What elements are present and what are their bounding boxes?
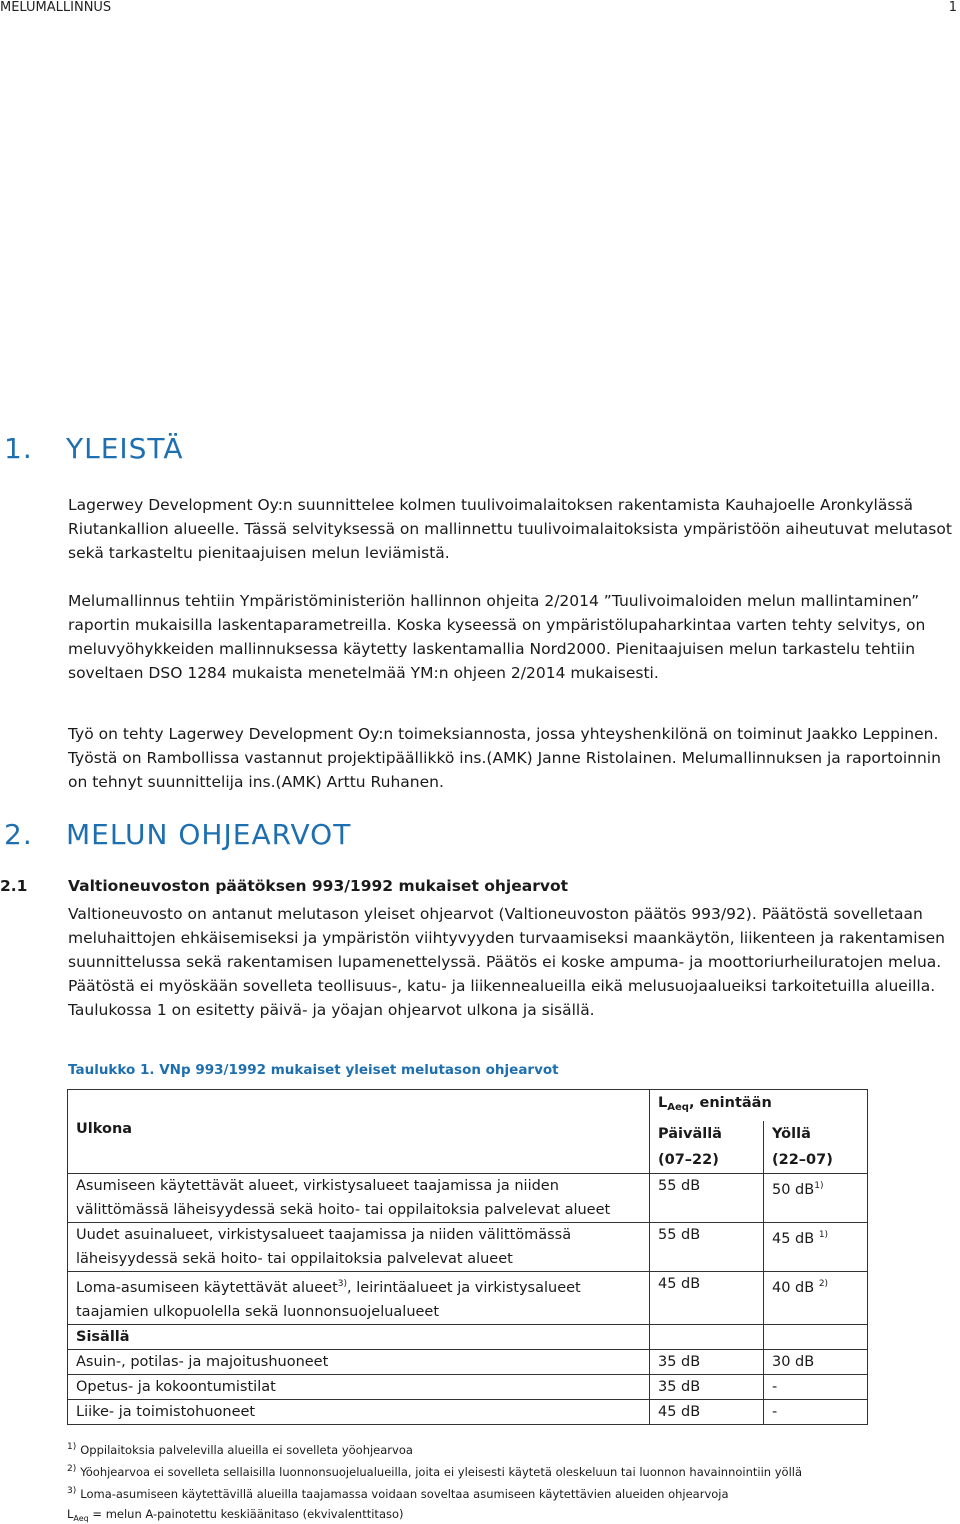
table-row [68, 1375, 868, 1400]
header-limits-cell [650, 1090, 868, 1174]
table-header-row [68, 1090, 868, 1174]
row-3-night-note: 2) [818, 1279, 829, 1289]
row-1-night-cell [764, 1174, 868, 1223]
indoor-header-label: Sisällä [68, 1325, 650, 1350]
header-laeq-label [650, 1090, 867, 1121]
section-1-paragraph-2: Melumallinnus tehtiin Ympäristöministeriön hallinnon ohjeita 2/2014 ”Tuulivoimaloiden melun mallintaminen” raportin mukaisilla laskentaparametreilla. Koska kyseessä on ympäristölupaharkintaa varten tehty selvitys, on meluvyöhykkeiden mallinnuksessa käytetty laskentamallia Nord2000. Pienitaajuisen melun tarkastelu tehtiin soveltaen DSO 1284 mukaista menetelmää YM:n ohjeen 2/2014 mukaisesti. [68, 592, 926, 682]
laeq-letter: L [658, 1095, 668, 1111]
row-3-label-cell [68, 1272, 650, 1325]
footnote-2 [67, 1464, 802, 1479]
indoor-row-1-night: 30 dB [764, 1350, 868, 1375]
subsection-2-1-number: 2.1 [0, 877, 28, 895]
row-3-day: 45 dB [650, 1272, 764, 1325]
footnote-2-text: Yöohjearvoa ei sovelleta sellaisilla luonnonsuojelualueilla, joita ei yleisesti käytetä oleskeluun tai luonnon havainnointiin yöllä [80, 1465, 803, 1479]
header-day-cell [650, 1121, 764, 1173]
header-night-time: (22–07) [772, 1152, 833, 1168]
noise-limits-table [67, 1089, 868, 1425]
row-3-label-a: Loma-asumiseen käytettävät alueet [76, 1280, 338, 1296]
row-2-day: 55 dB [650, 1223, 764, 1272]
section-2-title: MELUN OHJEARVOT [66, 818, 352, 851]
footnote-1-mark: 1) [67, 1442, 77, 1452]
row-1-day: 55 dB [650, 1174, 764, 1223]
footnote-2-mark: 2) [67, 1464, 77, 1474]
table-row [68, 1272, 868, 1325]
table-row [68, 1350, 868, 1375]
indoor-header-day-empty [650, 1325, 764, 1350]
laeq-definition [67, 1507, 404, 1523]
row-1-night-note: 1) [814, 1181, 824, 1191]
section-2-heading [4, 818, 351, 851]
laeq-def-subscript: Aeq [73, 1514, 89, 1523]
footnote-3-text: Loma-asumiseen käytettävillä alueilla taajamassa voidaan soveltaa asumiseen käytettävien alueiden ohjearvoja [80, 1487, 729, 1501]
subsection-2-1-title: Valtioneuvoston päätöksen 993/1992 mukaiset ohjearvot [68, 877, 569, 895]
running-header-title: MELUMALLINNUS [0, 0, 112, 15]
indoor-row-3-label: Liike- ja toimistohuoneet [68, 1400, 650, 1425]
laeq-suffix: , enintään [688, 1095, 772, 1111]
row-1-label: Asumiseen käytettävät alueet, virkistysalueet taajamissa ja niiden välittömässä läheisyydessä sekä hoito- tai oppilaitoksia palvelevat alueet [68, 1174, 650, 1223]
table-row [68, 1223, 868, 1272]
indoor-row-3-night: - [764, 1400, 868, 1425]
row-3-label-b: , leirintäalueet ja virkistysalueet taajamien ulkopuolella sekä luonnonsuojelualueet [76, 1280, 581, 1320]
header-night-cell [764, 1121, 833, 1173]
table-row [68, 1400, 868, 1425]
row-2-night-note: 1) [818, 1230, 829, 1240]
row-3-night: 40 dB [772, 1280, 815, 1296]
footnote-3-mark: 3) [67, 1486, 77, 1496]
section-1-title: YLEISTÄ [66, 432, 184, 465]
header-day-time: (07–22) [658, 1152, 719, 1168]
table-caption: Taulukko 1. VNp 993/1992 mukaiset yleiset melutason ohjearvot [68, 1062, 559, 1078]
indoor-row-1-label: Asuin-, potilas- ja majoitushuoneet [68, 1350, 650, 1375]
footnote-1 [67, 1442, 413, 1457]
header-outdoor-label: Ulkona [76, 1121, 133, 1137]
laeq-subscript: Aeq [667, 1102, 689, 1113]
indoor-row-3-day: 45 dB [650, 1400, 764, 1425]
section-2-paragraph-1: Valtioneuvosto on antanut melutason yleiset ohjearvot (Valtioneuvoston päätös 993/92). Päätöstä sovelletaan meluhaittojen ehkäisemiseksi ja ympäristön viihtyvyyden turvaamiseksi maankäytön, liikenteen ja rakentamisen suunnittelussa sekä rakentamisen lupamenettelyssä. Päätös ei koske ampuma- ja moottoriurheiluratojen melua. Päätöstä ei myöskään sovelleta teollisuus-, katu- ja liikennealueilla eikä melusuojaalueiksi tarkoitetuilla alueilla. Taulukossa 1 on esitetty päivä- ja yöajan ohjearvot ulkona ja sisällä. [68, 905, 945, 1019]
section-1-number: 1. [4, 432, 33, 465]
row-3-night-cell [764, 1272, 868, 1325]
table-row [68, 1325, 868, 1350]
subsection-2-1-heading [0, 877, 569, 895]
section-1-paragraph-1: Lagerwey Development Oy:n suunnittelee kolmen tuulivoimalaitoksen rakentamista Kauhajoelle Aronkylässä Riutankallion alueelle. Tässä selvityksessä on mallinnettu tuulivoimalaitoksista ympäristöön aiheutuvat melutasot sekä tarkasteltu pienitaajuisen melun leviämistä. [68, 496, 952, 562]
indoor-row-1-day: 35 dB [650, 1350, 764, 1375]
header-night-label: Yöllä [772, 1126, 811, 1142]
section-1-heading [4, 432, 184, 465]
footnote-1-text: Oppilaitoksia palvelevilla alueilla ei sovelleta yöohjearvoa [80, 1443, 413, 1457]
row-2-night-cell [764, 1223, 868, 1272]
section-1-paragraph-3: Työ on tehty Lagerwey Development Oy:n toimeksiannosta, jossa yhteyshenkilönä on toiminut Jaakko Leppinen. Työstä on Rambollissa vastannut projektipäällikkö ins.(AMK) Janne Ristolainen. Melumallinnuksen ja raportoinnin on tehnyt suunnittelija ins.(AMK) Arttu Ruhanen. [68, 725, 941, 791]
table-row [68, 1174, 868, 1223]
section-2-number: 2. [4, 818, 33, 851]
indoor-header-night-empty [764, 1325, 868, 1350]
header-day-label: Päivällä [658, 1126, 722, 1142]
indoor-row-2-label: Opetus- ja kokoontumistilat [68, 1375, 650, 1400]
header-outdoor-cell [68, 1090, 650, 1174]
footnote-3 [67, 1486, 729, 1501]
row-3-label-note: 3) [337, 1279, 348, 1289]
row-1-night: 50 dB [772, 1182, 815, 1198]
indoor-row-2-night: - [764, 1375, 868, 1400]
row-2-night: 45 dB [772, 1231, 815, 1247]
row-2-label: Uudet asuinalueet, virkistysalueet taajamissa ja niiden välittömässä läheisyydessä sekä hoito- tai oppilaitoksia palvelevat alueet [68, 1223, 650, 1272]
indoor-row-2-day: 35 dB [650, 1375, 764, 1400]
laeq-def-letter: L [67, 1507, 74, 1521]
laeq-def-text: = melun A-painotettu keskiäänitaso (ekvivalenttitaso) [88, 1507, 404, 1521]
page-number: 1 [948, 0, 957, 15]
